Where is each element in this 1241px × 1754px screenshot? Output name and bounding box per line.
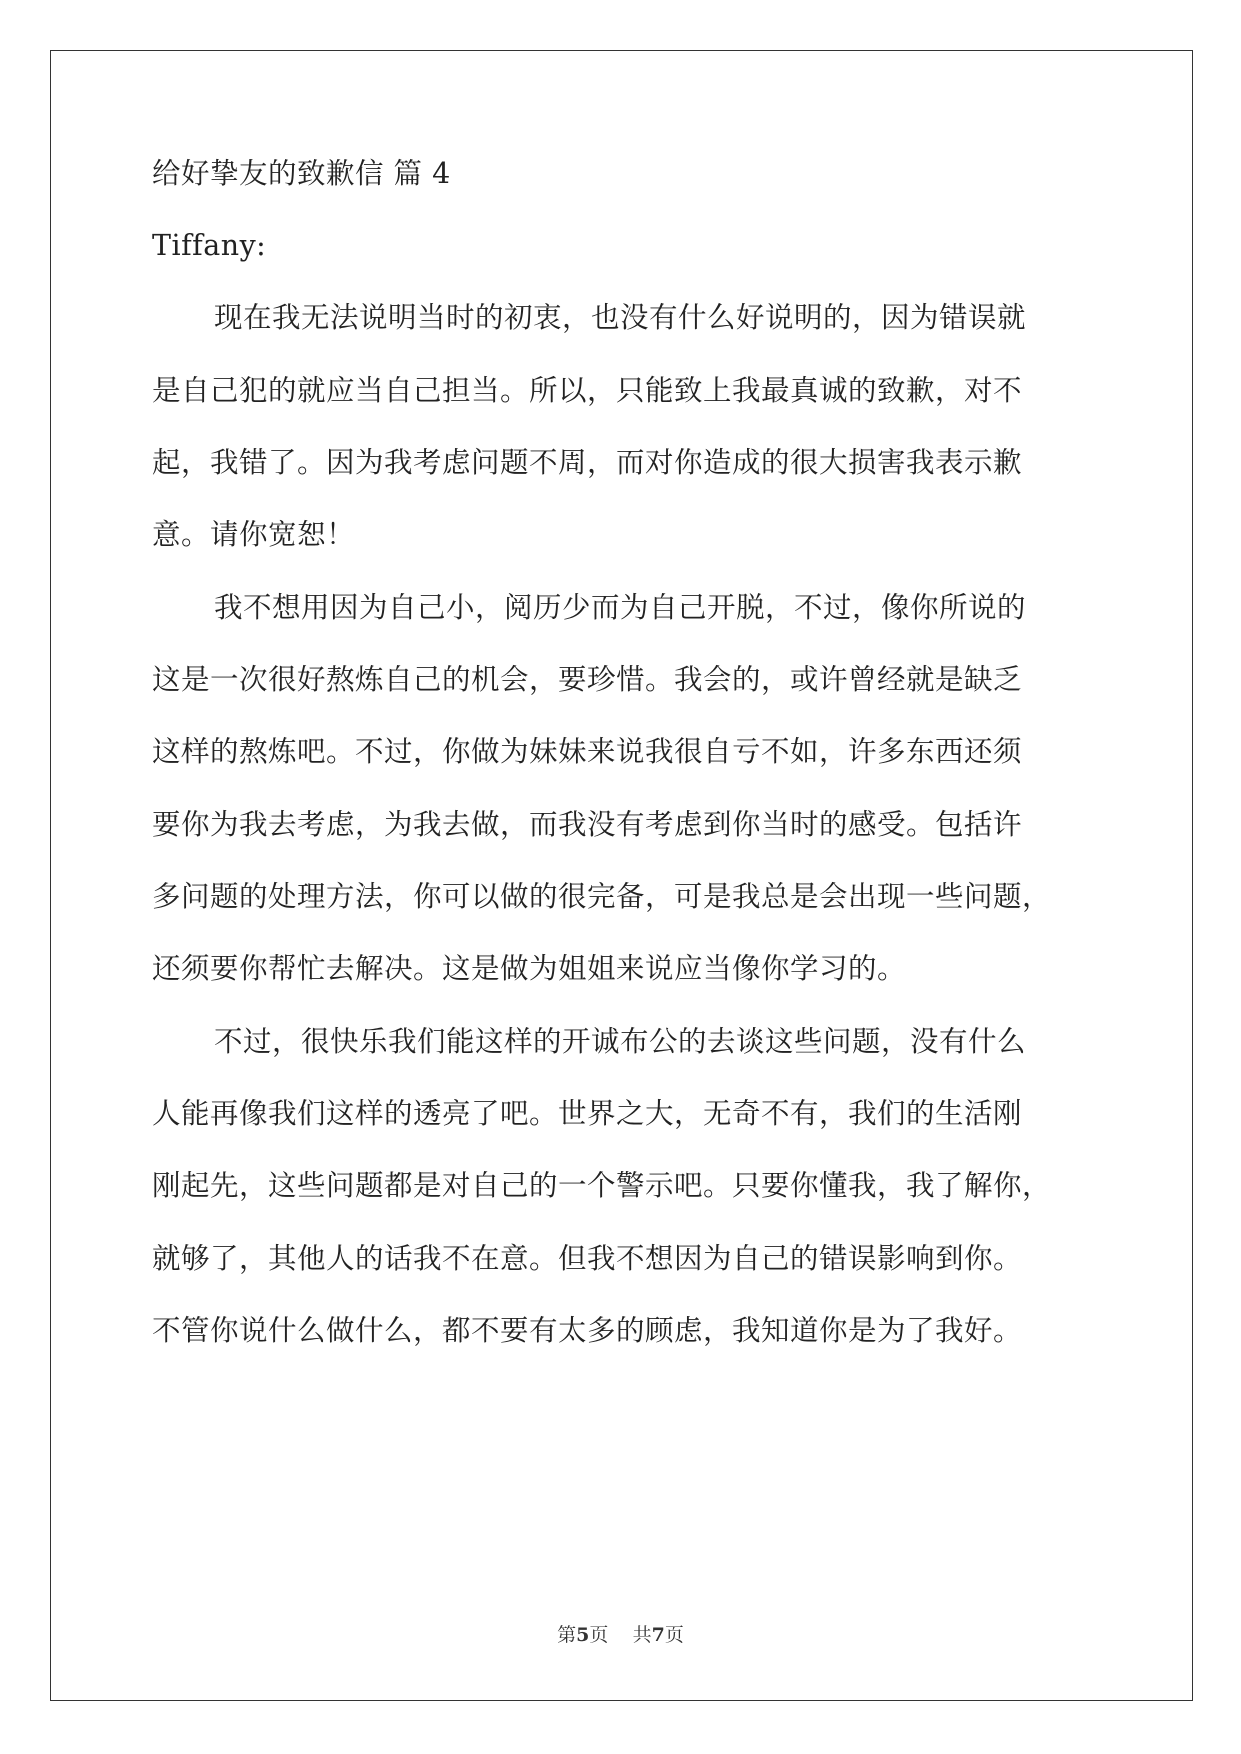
footer-page-total: 7 (651, 1624, 665, 1646)
footer-page-suffix: 页 (589, 1624, 609, 1646)
paragraph-1-line-3: 起，我错了。因为我考虑问题不周，而对你造成的很大损害我表示歉 (152, 446, 1023, 479)
paragraph-3-line-2: 人能再像我们这样的透亮了吧。世界之大，无奇不有，我们的生活刚 (152, 1097, 1023, 1130)
paragraph-3-line-4: 就够了，其他人的话我不在意。但我不想因为自己的错误影响到你。 (152, 1242, 1023, 1275)
footer-page-prefix: 第 (557, 1624, 577, 1646)
paragraph-2-line-4: 要你为我去考虑，为我去做，而我没有考虑到你当时的感受。包括许 (152, 808, 1023, 841)
paragraph-1-line-4: 意。请你宽恕！ (152, 518, 356, 551)
paragraph-2-line-1: 我不想用因为自己小，阅历少而为自己开脱，不过，像你所说的 (214, 591, 1027, 624)
footer-total-suffix: 页 (664, 1624, 684, 1646)
paragraph-2-line-2: 这是一次很好熬炼自己的机会，要珍惜。我会的，或许曾经就是缺乏 (152, 663, 1023, 696)
paragraph-1-line-2: 是自己犯的就应当自己担当。所以，只能致上我最真诚的致歉，对不 (152, 374, 1023, 407)
salutation: Tiffany: (152, 229, 267, 262)
paragraph-1-line-1: 现在我无法说明当时的初衷，也没有什么好说明的，因为错误就 (214, 301, 1027, 334)
footer-page-current: 5 (576, 1624, 590, 1646)
paragraph-2-line-3: 这样的熬炼吧。不过，你做为妹妹来说我很自亏不如，许多东西还须 (152, 735, 1023, 768)
footer-total-prefix: 共 (632, 1624, 652, 1646)
paragraph-2-line-5: 多问题的处理方法，你可以做的很完备，可是我总是会出现一些问题， (152, 880, 1052, 913)
paragraph-2-line-6: 还须要你帮忙去解决。这是做为姐姐来说应当像你学习的。 (152, 952, 907, 985)
paragraph-3-line-5: 不管你说什么做什么，都不要有太多的顾虑，我知道你是为了我好。 (152, 1314, 1023, 1347)
page-footer (0, 1620, 1241, 1647)
paragraph-3-line-3: 刚起先，这些问题都是对自己的一个警示吧。只要你懂我，我了解你， (152, 1169, 1052, 1202)
paragraph-3-line-1: 不过，很快乐我们能这样的开诚布公的去谈这些问题，没有什么 (214, 1025, 1027, 1058)
document-title: 给好挚友的致歉信 篇 4 (152, 157, 451, 190)
